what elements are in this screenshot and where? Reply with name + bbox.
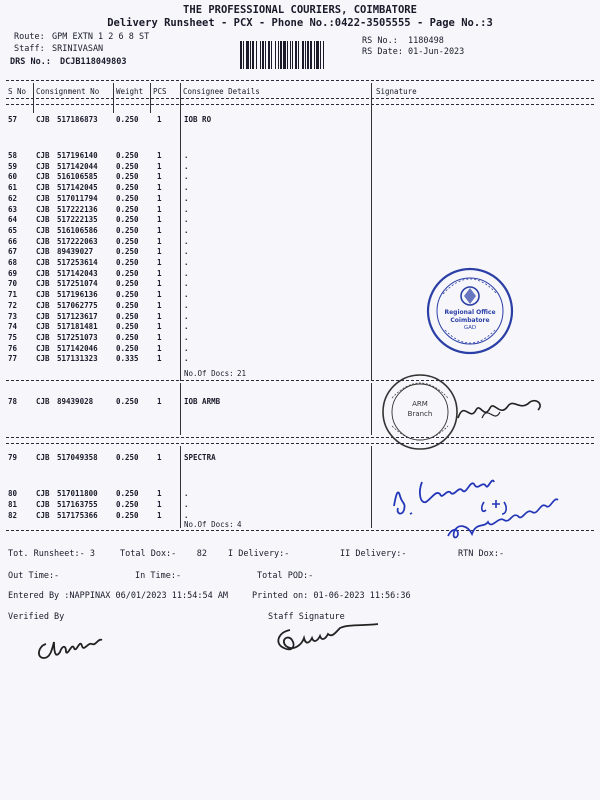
- barcode-bar: [275, 41, 276, 69]
- row-pcs: 1: [157, 215, 162, 225]
- row-prefix: CJB: [36, 172, 50, 182]
- row-prefix: CJB: [36, 247, 50, 257]
- row-weight: 0.250: [116, 343, 139, 353]
- col-rule: [180, 83, 181, 381]
- branch-seal-graphic: [378, 360, 558, 460]
- row-consignment: 517062775: [57, 300, 98, 310]
- drs-label: DRS No.:: [10, 57, 51, 67]
- row-marker: .: [184, 354, 189, 364]
- row-pcs: 1: [157, 279, 162, 289]
- row-marker: .: [184, 161, 189, 171]
- row-sno: 64: [8, 215, 18, 225]
- rs-no-value: 1180498: [408, 36, 444, 46]
- rs-date-value: 01-Jun-2023: [408, 47, 465, 57]
- row-marker: .: [184, 510, 189, 520]
- row-pcs: 1: [157, 268, 162, 278]
- row-prefix: CJB: [36, 151, 50, 160]
- row-weight: 0.250: [116, 115, 139, 124]
- svg-text:GAD: GAD: [463, 325, 476, 331]
- row-marker: .: [184, 151, 189, 160]
- row-pcs: 1: [157, 499, 162, 509]
- row-sno: 74: [8, 322, 18, 332]
- in-time: In Time:-: [135, 571, 182, 581]
- verified-signature-graphic: [32, 628, 112, 668]
- row-consignment: 517253614: [57, 258, 98, 267]
- row-sno: 67: [8, 247, 18, 257]
- row-consignment: 517186873: [57, 115, 98, 124]
- entered-by: Entered By :NAPPINAX 06/01/2023 11:54:54 AM: [8, 591, 229, 601]
- row-sno: 61: [8, 183, 18, 193]
- row-consignment: 517142046: [57, 343, 98, 353]
- row-sno: 76: [8, 343, 18, 353]
- row-sno: 75: [8, 332, 18, 342]
- row-pcs: 1: [157, 225, 162, 235]
- row-prefix: CJB: [36, 397, 50, 406]
- row-consignment: 517049358: [57, 453, 98, 462]
- row-prefix: CJB: [36, 161, 50, 171]
- row-pcs: 1: [157, 115, 162, 124]
- row-sno: 71: [8, 290, 18, 300]
- barcode: [228, 33, 352, 61]
- total-pod: Total POD:-: [257, 571, 314, 581]
- row-pcs: 1: [157, 193, 162, 203]
- staff-label: Staff:: [14, 44, 45, 54]
- row-prefix: CJB: [36, 453, 50, 462]
- row-prefix: CJB: [36, 236, 50, 246]
- barcode-bar: [278, 41, 279, 69]
- barcode-bar: [260, 41, 261, 69]
- row-prefix: CJB: [36, 489, 50, 498]
- row-consignment: 517142044: [57, 161, 98, 171]
- row-consignment: 516106585: [57, 172, 98, 182]
- row-prefix: CJB: [36, 343, 50, 353]
- svg-text:ARM: ARM: [411, 400, 428, 408]
- rs-date-label: RS Date:: [362, 47, 403, 57]
- row-prefix: CJB: [36, 258, 50, 267]
- row-weight: 0.250: [116, 453, 139, 462]
- row-weight: 0.250: [116, 151, 139, 160]
- verified-signature: [22, 620, 102, 660]
- col-rule: [180, 446, 181, 528]
- divider: [6, 98, 594, 99]
- row-weight: 0.335: [116, 354, 139, 364]
- row-sno: 79: [8, 453, 18, 462]
- rs-no-label: RS No.:: [362, 36, 398, 46]
- row-marker: .: [184, 290, 189, 300]
- row-marker: .: [184, 300, 189, 310]
- barcode-bar: [292, 41, 293, 69]
- row-weight: 0.250: [116, 204, 139, 214]
- row-marker: .: [184, 499, 189, 509]
- row-sno: 80: [8, 489, 18, 498]
- row-pcs: 1: [157, 397, 162, 406]
- total-runsheet: Tot. Runsheet:- 3: [8, 549, 95, 559]
- row-marker: .: [184, 279, 189, 289]
- row-weight: 0.250: [116, 300, 139, 310]
- barcode-bar: [323, 41, 324, 69]
- route-label: Route:: [14, 32, 45, 42]
- row-weight: 0.250: [116, 397, 139, 406]
- row-weight: 0.250: [116, 290, 139, 300]
- col-sno: S No: [8, 87, 27, 96]
- row-sno: 78: [8, 397, 18, 406]
- row-pcs: 1: [157, 300, 162, 310]
- barcode-bar: [265, 41, 266, 69]
- docs-label: No.Of Docs:: [184, 520, 234, 529]
- row-weight: 0.250: [116, 193, 139, 203]
- row-prefix: CJB: [36, 268, 50, 278]
- total-dox: Total Dox:- 82: [120, 549, 207, 559]
- row-pcs: 1: [157, 172, 162, 182]
- barcode-bar: [310, 41, 312, 69]
- row-marker: .: [184, 236, 189, 246]
- row-marker: .: [184, 193, 189, 203]
- row-prefix: CJB: [36, 183, 50, 193]
- company-title: THE PROFESSIONAL COURIERS, COIMBATORE: [183, 4, 417, 16]
- row-pcs: 1: [157, 354, 162, 364]
- row-sno: 73: [8, 311, 18, 321]
- row-marker: .: [184, 215, 189, 225]
- barcode-bar: [314, 41, 315, 69]
- barcode-bar: [295, 41, 297, 69]
- row-consignment: 517175366: [57, 510, 98, 520]
- row-prefix: CJB: [36, 204, 50, 214]
- printed-on: Printed on: 01-06-2023 11:56:36: [252, 591, 411, 601]
- row-sno: 57: [8, 115, 18, 124]
- barcode-bar: [305, 41, 306, 69]
- row-prefix: CJB: [36, 193, 50, 203]
- row-marker: .: [184, 204, 189, 214]
- row-weight: 0.250: [116, 247, 139, 257]
- row-pcs: 1: [157, 332, 162, 342]
- row-weight: 0.250: [116, 161, 139, 171]
- barcode-bar: [283, 41, 286, 69]
- barcode-bar: [280, 41, 282, 69]
- row-pcs: 1: [157, 258, 162, 267]
- row-marker: .: [184, 322, 189, 332]
- col-consignee: Consignee Details: [183, 87, 260, 96]
- row-consignee: IOB RO: [184, 115, 212, 124]
- row-marker: .: [184, 268, 189, 278]
- row-consignment: 89439027: [57, 247, 94, 257]
- svg-text:Regional Office: Regional Office: [444, 309, 496, 316]
- row-consignment: 517123617: [57, 311, 98, 321]
- row-weight: 0.250: [116, 332, 139, 342]
- barcode-bar: [316, 41, 319, 69]
- barcode-bar: [262, 41, 264, 69]
- row-consignment: 517011794: [57, 193, 98, 203]
- staff-signature-graphic: [268, 616, 398, 662]
- barcode-bar: [302, 41, 304, 69]
- row-weight: 0.250: [116, 268, 139, 278]
- row-prefix: CJB: [36, 311, 50, 321]
- row-consignee: IOB ARMB: [184, 397, 221, 406]
- row-sno: 70: [8, 279, 18, 289]
- staff-signature: [258, 608, 388, 654]
- row-marker: .: [184, 332, 189, 342]
- barcode-bar: [246, 41, 249, 69]
- row-consignment: 517251074: [57, 279, 98, 289]
- row-weight: 0.250: [116, 510, 139, 520]
- col-rule: [180, 383, 181, 435]
- row-consignment: 517251073: [57, 332, 98, 342]
- row-consignment: 517222136: [57, 204, 98, 214]
- divider: [6, 104, 594, 105]
- runsheet-subtitle: Delivery Runsheet - PCX - Phone No.:0422-3505555 - Page No.:3: [107, 17, 493, 29]
- row-sno: 59: [8, 161, 18, 171]
- staff-signature-label: Staff Signature: [268, 612, 345, 622]
- barcode-bar: [240, 41, 242, 69]
- row-weight: 0.250: [116, 499, 139, 509]
- svg-text:Branch: Branch: [407, 410, 432, 418]
- drs-value: DCJB118049803: [60, 57, 127, 67]
- row-weight: 0.250: [116, 215, 139, 225]
- barcode-bar: [252, 41, 254, 69]
- barcode-bar: [256, 41, 257, 69]
- divider: [6, 80, 594, 81]
- row-sno: 81: [8, 499, 18, 509]
- row-pcs: 1: [157, 510, 162, 520]
- row-pcs: 1: [157, 453, 162, 462]
- row-weight: 0.250: [116, 258, 139, 267]
- row-sno: 63: [8, 204, 18, 214]
- row-weight: 0.250: [116, 279, 139, 289]
- row-sno: 72: [8, 300, 18, 310]
- row-prefix: CJB: [36, 300, 50, 310]
- barcode-bar: [268, 41, 270, 69]
- row-prefix: CJB: [36, 225, 50, 235]
- row-weight: 0.250: [116, 311, 139, 321]
- row-pcs: 1: [157, 489, 162, 498]
- row-sno: 69: [8, 268, 18, 278]
- row-marker: .: [184, 343, 189, 353]
- row-sno: 82: [8, 510, 18, 520]
- barcode-bar: [298, 41, 299, 69]
- row-pcs: 1: [157, 290, 162, 300]
- row-weight: 0.250: [116, 225, 139, 235]
- barcode-bar: [287, 41, 288, 69]
- bank-seal-graphic: [425, 266, 515, 356]
- i-delivery: I Delivery:-: [228, 549, 290, 559]
- docs-label: No.Of Docs:: [184, 369, 234, 378]
- row-prefix: CJB: [36, 115, 50, 124]
- rtn-dox: RTN Dox:-: [458, 549, 505, 559]
- verified-by: Verified By: [8, 612, 65, 622]
- row-pcs: 1: [157, 151, 162, 160]
- barcode-bar: [250, 41, 251, 69]
- row-sno: 60: [8, 172, 18, 182]
- row-consignment: 89439028: [57, 397, 94, 406]
- docs-value: 4: [237, 520, 242, 529]
- barcode-bar: [243, 41, 244, 69]
- row-consignee: SPECTRA: [184, 453, 216, 462]
- row-sno: 58: [8, 151, 18, 160]
- staff-value: SRINIVASAN: [52, 44, 104, 54]
- barcode-bar: [307, 41, 309, 69]
- row-marker: .: [184, 489, 189, 498]
- row-prefix: CJB: [36, 354, 50, 364]
- row-weight: 0.250: [116, 489, 139, 498]
- row-consignment: 517222063: [57, 236, 98, 246]
- route-value: GPM EXTN 1 2 6 8 ST: [52, 32, 150, 42]
- col-pcs: PCS: [153, 87, 167, 96]
- row-pcs: 1: [157, 343, 162, 353]
- row-consignment: 517142043: [57, 268, 98, 278]
- row-consignment: 517196136: [57, 290, 98, 300]
- docs-value: 21: [237, 369, 247, 378]
- row-marker: .: [184, 183, 189, 193]
- col-rule: [371, 83, 372, 381]
- row-marker: .: [184, 247, 189, 257]
- row-pcs: 1: [157, 183, 162, 193]
- col-consignment: Consignment No: [36, 87, 100, 96]
- row-consignment: 517131323: [57, 354, 98, 364]
- barcode-bar: [271, 41, 272, 69]
- row-prefix: CJB: [36, 499, 50, 509]
- row-marker: .: [184, 172, 189, 182]
- out-time: Out Time:-: [8, 571, 60, 581]
- row-pcs: 1: [157, 236, 162, 246]
- row-weight: 0.250: [116, 236, 139, 246]
- row-pcs: 1: [157, 247, 162, 257]
- row-prefix: CJB: [36, 279, 50, 289]
- row-sno: 62: [8, 193, 18, 203]
- svg-text:Coimbatore: Coimbatore: [450, 317, 490, 324]
- row-consignment: 517196140: [57, 151, 98, 160]
- barcode-graphic: [238, 41, 362, 69]
- handwritten-contact: [378, 448, 558, 538]
- row-weight: 0.250: [116, 322, 139, 332]
- col-weight: Weight: [116, 87, 144, 96]
- row-sno: 66: [8, 236, 18, 246]
- barcode-bar: [320, 41, 321, 69]
- row-consignment: 517181481: [57, 322, 98, 332]
- col-signature: Signature: [376, 87, 417, 96]
- row-weight: 0.250: [116, 172, 139, 182]
- row-sno: 77: [8, 354, 18, 364]
- row-consignment: 517222135: [57, 215, 98, 225]
- row-marker: .: [184, 258, 189, 267]
- row-sno: 65: [8, 225, 18, 235]
- row-prefix: CJB: [36, 322, 50, 332]
- row-consignment: 517011800: [57, 489, 98, 498]
- row-prefix: CJB: [36, 510, 50, 520]
- row-marker: .: [184, 225, 189, 235]
- row-pcs: 1: [157, 311, 162, 321]
- row-marker: .: [184, 311, 189, 321]
- bank-seal: [415, 258, 505, 348]
- row-pcs: 1: [157, 161, 162, 171]
- row-prefix: CJB: [36, 290, 50, 300]
- row-sno: 68: [8, 258, 18, 267]
- row-consignment: 517163755: [57, 499, 98, 509]
- row-pcs: 1: [157, 204, 162, 214]
- barcode-bar: [290, 41, 291, 69]
- row-prefix: CJB: [36, 215, 50, 225]
- ii-delivery: II Delivery:-: [340, 549, 407, 559]
- row-weight: 0.250: [116, 183, 139, 193]
- row-consignment: 516106586: [57, 225, 98, 235]
- row-consignment: 517142045: [57, 183, 98, 193]
- handwritten-contact-graphic: [388, 456, 568, 546]
- row-prefix: CJB: [36, 332, 50, 342]
- branch-seal: [368, 352, 548, 452]
- row-pcs: 1: [157, 322, 162, 332]
